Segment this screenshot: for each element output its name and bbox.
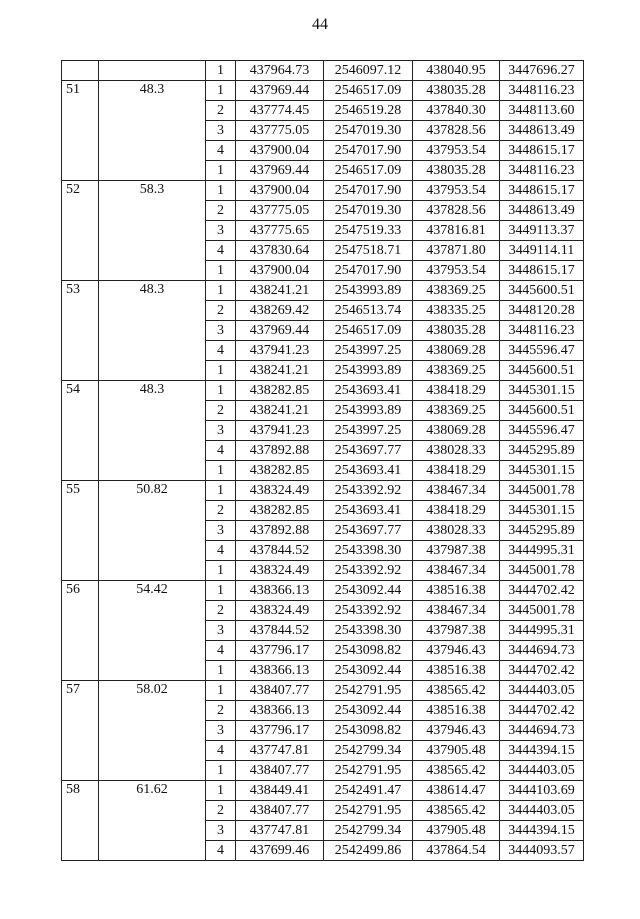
- point-index: 1: [206, 381, 236, 401]
- point-index: 1: [206, 481, 236, 501]
- coord-x1: 437892.88: [236, 521, 324, 541]
- coord-x1: 438324.49: [236, 481, 324, 501]
- coord-x2: 438418.29: [413, 381, 500, 401]
- coord-y2: 3445295.89: [500, 521, 584, 541]
- coord-x1: 437775.65: [236, 221, 324, 241]
- table-row: [62, 281, 584, 301]
- coord-x2: 438035.28: [413, 321, 500, 341]
- coord-y2: 3444702.42: [500, 701, 584, 721]
- coord-y1: 2542791.95: [324, 681, 413, 701]
- table-row: [62, 61, 584, 81]
- plot-area: 48.3: [99, 81, 206, 181]
- point-index: 4: [206, 841, 236, 861]
- point-index: 2: [206, 101, 236, 121]
- coord-x1: 438366.13: [236, 581, 324, 601]
- coord-x1: 437844.52: [236, 541, 324, 561]
- coord-x2: 437946.43: [413, 721, 500, 741]
- coordinates-table: [61, 60, 584, 861]
- coord-x1: 437774.45: [236, 101, 324, 121]
- coord-y2: 3445001.78: [500, 601, 584, 621]
- coord-x2: 437816.81: [413, 221, 500, 241]
- coord-x1: 437775.05: [236, 201, 324, 221]
- coord-x1: 438282.85: [236, 461, 324, 481]
- coord-y1: 2543697.77: [324, 521, 413, 541]
- coord-y2: 3444403.05: [500, 801, 584, 821]
- coord-x2: 438369.25: [413, 281, 500, 301]
- coord-y1: 2542791.95: [324, 761, 413, 781]
- page-number: 44: [312, 16, 328, 33]
- coord-y1: 2543092.44: [324, 701, 413, 721]
- coord-x1: 437699.46: [236, 841, 324, 861]
- point-index: 1: [206, 161, 236, 181]
- coord-y1: 2542491.47: [324, 781, 413, 801]
- coord-x2: 438035.28: [413, 81, 500, 101]
- table-row: [62, 181, 584, 201]
- plot-number: 52: [62, 181, 99, 281]
- plot-number: [62, 61, 99, 81]
- table-row: [62, 681, 584, 701]
- point-index: 1: [206, 781, 236, 801]
- coord-x2: 438614.47: [413, 781, 500, 801]
- coord-y2: 3444995.31: [500, 541, 584, 561]
- point-index: 3: [206, 121, 236, 141]
- coord-y2: 3449113.37: [500, 221, 584, 241]
- coord-y1: 2543098.82: [324, 641, 413, 661]
- coord-x2: 438028.33: [413, 521, 500, 541]
- coord-y2: 3448615.17: [500, 141, 584, 161]
- point-index: 4: [206, 541, 236, 561]
- point-index: 3: [206, 321, 236, 341]
- point-index: 1: [206, 81, 236, 101]
- coord-x1: 438324.49: [236, 561, 324, 581]
- point-index: 4: [206, 641, 236, 661]
- point-index: 3: [206, 421, 236, 441]
- point-index: 2: [206, 201, 236, 221]
- point-index: 2: [206, 301, 236, 321]
- coord-x1: 437969.44: [236, 321, 324, 341]
- coord-x2: 438069.28: [413, 421, 500, 441]
- point-index: 1: [206, 581, 236, 601]
- point-index: 2: [206, 701, 236, 721]
- coord-y2: 3448613.49: [500, 121, 584, 141]
- point-index: 1: [206, 281, 236, 301]
- coord-y1: 2542499.86: [324, 841, 413, 861]
- coord-x2: 438516.38: [413, 661, 500, 681]
- coord-x2: 437905.48: [413, 821, 500, 841]
- coord-y1: 2546097.12: [324, 61, 413, 81]
- point-index: 2: [206, 401, 236, 421]
- coord-y2: 3447696.27: [500, 61, 584, 81]
- coord-x2: 438369.25: [413, 401, 500, 421]
- coord-y2: 3448613.49: [500, 201, 584, 221]
- coord-x1: 438449.41: [236, 781, 324, 801]
- coord-y2: 3444694.73: [500, 641, 584, 661]
- coord-y1: 2546513.74: [324, 301, 413, 321]
- coord-x2: 437905.48: [413, 741, 500, 761]
- coord-x1: 437941.23: [236, 341, 324, 361]
- coord-y2: 3444093.57: [500, 841, 584, 861]
- coord-x1: 438407.77: [236, 801, 324, 821]
- coord-x1: 438269.42: [236, 301, 324, 321]
- plot-area: [99, 61, 206, 81]
- coord-y2: 3445001.78: [500, 481, 584, 501]
- coord-y2: 3445600.51: [500, 281, 584, 301]
- coord-y1: 2546517.09: [324, 161, 413, 181]
- coord-x2: 438467.34: [413, 481, 500, 501]
- coord-y1: 2543997.25: [324, 421, 413, 441]
- coord-y1: 2546519.28: [324, 101, 413, 121]
- coord-x1: 437964.73: [236, 61, 324, 81]
- coord-x2: 438035.28: [413, 161, 500, 181]
- coord-y1: 2543697.77: [324, 441, 413, 461]
- coord-x1: 437969.44: [236, 161, 324, 181]
- coord-x2: 438335.25: [413, 301, 500, 321]
- coord-y2: 3448116.23: [500, 81, 584, 101]
- coord-y2: 3444103.69: [500, 781, 584, 801]
- coord-x1: 437941.23: [236, 421, 324, 441]
- coord-y2: 3449114.11: [500, 241, 584, 261]
- coord-y1: 2543693.41: [324, 381, 413, 401]
- coord-y1: 2543693.41: [324, 501, 413, 521]
- coord-y1: 2546517.09: [324, 321, 413, 341]
- point-index: 3: [206, 821, 236, 841]
- point-index: 1: [206, 561, 236, 581]
- coord-x1: 438407.77: [236, 681, 324, 701]
- point-index: 1: [206, 681, 236, 701]
- coord-y1: 2543398.30: [324, 621, 413, 641]
- table-row: [62, 581, 584, 601]
- coord-y1: 2543092.44: [324, 581, 413, 601]
- coord-y1: 2543098.82: [324, 721, 413, 741]
- coord-x2: 438467.34: [413, 601, 500, 621]
- coord-y2: 3445596.47: [500, 341, 584, 361]
- plot-area: 58.02: [99, 681, 206, 781]
- coord-x2: 438467.34: [413, 561, 500, 581]
- coord-y2: 3444702.42: [500, 661, 584, 681]
- coord-x2: 438516.38: [413, 701, 500, 721]
- coord-y2: 3445301.15: [500, 461, 584, 481]
- coord-y2: 3448120.28: [500, 301, 584, 321]
- coord-y1: 2543997.25: [324, 341, 413, 361]
- point-index: 1: [206, 361, 236, 381]
- point-index: 1: [206, 261, 236, 281]
- coord-x2: 437987.38: [413, 621, 500, 641]
- table-row: [62, 781, 584, 801]
- coord-y1: 2547518.71: [324, 241, 413, 261]
- point-index: 3: [206, 521, 236, 541]
- coord-x2: 437987.38: [413, 541, 500, 561]
- coord-y2: 3444702.42: [500, 581, 584, 601]
- coord-x1: 437747.81: [236, 821, 324, 841]
- coord-y1: 2543993.89: [324, 361, 413, 381]
- coord-x1: 438324.49: [236, 601, 324, 621]
- coord-y2: 3444394.15: [500, 741, 584, 761]
- coord-x1: 437900.04: [236, 261, 324, 281]
- coord-y2: 3448615.17: [500, 181, 584, 201]
- point-index: 3: [206, 621, 236, 641]
- coord-y2: 3445600.51: [500, 361, 584, 381]
- coord-y1: 2547017.90: [324, 141, 413, 161]
- coord-x1: 438366.13: [236, 661, 324, 681]
- coord-x1: 437747.81: [236, 741, 324, 761]
- coord-y1: 2542799.34: [324, 741, 413, 761]
- coord-y1: 2543693.41: [324, 461, 413, 481]
- coord-y2: 3445596.47: [500, 421, 584, 441]
- coord-y2: 3444694.73: [500, 721, 584, 741]
- coord-y1: 2543392.92: [324, 561, 413, 581]
- coord-x1: 437796.17: [236, 721, 324, 741]
- coord-x1: 438282.85: [236, 381, 324, 401]
- coord-x2: 438565.42: [413, 801, 500, 821]
- coord-x1: 438241.21: [236, 281, 324, 301]
- plot-area: 48.3: [99, 381, 206, 481]
- coord-x2: 438516.38: [413, 581, 500, 601]
- coord-x2: 438028.33: [413, 441, 500, 461]
- coord-y2: 3445295.89: [500, 441, 584, 461]
- point-index: 4: [206, 241, 236, 261]
- plot-number: 51: [62, 81, 99, 181]
- coord-x1: 438282.85: [236, 501, 324, 521]
- table-row: [62, 481, 584, 501]
- plot-area: 48.3: [99, 281, 206, 381]
- coord-x1: 437844.52: [236, 621, 324, 641]
- coord-y2: 3445001.78: [500, 561, 584, 581]
- coord-x2: 437871.80: [413, 241, 500, 261]
- point-index: 1: [206, 181, 236, 201]
- coord-x2: 438418.29: [413, 461, 500, 481]
- point-index: 4: [206, 741, 236, 761]
- coord-x2: 437840.30: [413, 101, 500, 121]
- plot-number: 58: [62, 781, 99, 861]
- coord-y1: 2547519.33: [324, 221, 413, 241]
- point-index: 1: [206, 761, 236, 781]
- plot-area: 61.62: [99, 781, 206, 861]
- point-index: 2: [206, 801, 236, 821]
- plot-area: 54.42: [99, 581, 206, 681]
- point-index: 3: [206, 721, 236, 741]
- coord-x2: 438040.95: [413, 61, 500, 81]
- coord-x1: 437900.04: [236, 181, 324, 201]
- point-index: 1: [206, 661, 236, 681]
- coord-x1: 438241.21: [236, 361, 324, 381]
- coord-x2: 437828.56: [413, 121, 500, 141]
- plot-area: 50.82: [99, 481, 206, 581]
- point-index: 4: [206, 341, 236, 361]
- coord-x2: 438069.28: [413, 341, 500, 361]
- coord-y1: 2542799.34: [324, 821, 413, 841]
- coord-y1: 2547019.30: [324, 121, 413, 141]
- coord-y2: 3448116.23: [500, 161, 584, 181]
- coord-y1: 2547019.30: [324, 201, 413, 221]
- coord-y1: 2543392.92: [324, 601, 413, 621]
- point-index: 4: [206, 141, 236, 161]
- coord-x2: 437828.56: [413, 201, 500, 221]
- coord-y1: 2543993.89: [324, 281, 413, 301]
- coord-y1: 2543993.89: [324, 401, 413, 421]
- plot-number: 55: [62, 481, 99, 581]
- coord-y2: 3444394.15: [500, 821, 584, 841]
- coord-x2: 437953.54: [413, 181, 500, 201]
- coord-y2: 3448116.23: [500, 321, 584, 341]
- coord-x2: 437953.54: [413, 261, 500, 281]
- coord-x2: 438565.42: [413, 681, 500, 701]
- coord-y1: 2543392.92: [324, 481, 413, 501]
- plot-number: 54: [62, 381, 99, 481]
- point-index: 1: [206, 461, 236, 481]
- coord-x1: 438407.77: [236, 761, 324, 781]
- coord-y1: 2543092.44: [324, 661, 413, 681]
- coord-x1: 437969.44: [236, 81, 324, 101]
- coord-x1: 437900.04: [236, 141, 324, 161]
- coord-y1: 2547017.90: [324, 261, 413, 281]
- coord-y1: 2547017.90: [324, 181, 413, 201]
- coord-y1: 2542791.95: [324, 801, 413, 821]
- point-index: 2: [206, 601, 236, 621]
- plot-area: 58.3: [99, 181, 206, 281]
- coord-x1: 437830.64: [236, 241, 324, 261]
- table-row: [62, 381, 584, 401]
- plot-number: 56: [62, 581, 99, 681]
- coord-y2: 3448615.17: [500, 261, 584, 281]
- coord-x2: 437946.43: [413, 641, 500, 661]
- coord-y2: 3444403.05: [500, 761, 584, 781]
- coord-x2: 438418.29: [413, 501, 500, 521]
- coord-x1: 437796.17: [236, 641, 324, 661]
- coord-y2: 3444995.31: [500, 621, 584, 641]
- coord-x1: 437892.88: [236, 441, 324, 461]
- coord-x1: 438241.21: [236, 401, 324, 421]
- coord-y2: 3445301.15: [500, 501, 584, 521]
- coord-x2: 437953.54: [413, 141, 500, 161]
- coord-x1: 438366.13: [236, 701, 324, 721]
- point-index: 2: [206, 501, 236, 521]
- point-index: 4: [206, 441, 236, 461]
- table-row: [62, 81, 584, 101]
- coord-x2: 438565.42: [413, 761, 500, 781]
- coord-y1: 2543398.30: [324, 541, 413, 561]
- coord-y2: 3448113.60: [500, 101, 584, 121]
- plot-number: 57: [62, 681, 99, 781]
- coord-y2: 3445301.15: [500, 381, 584, 401]
- coord-x2: 437864.54: [413, 841, 500, 861]
- coord-y1: 2546517.09: [324, 81, 413, 101]
- coord-x1: 437775.05: [236, 121, 324, 141]
- plot-number: 53: [62, 281, 99, 381]
- point-index: 1: [206, 61, 236, 81]
- point-index: 3: [206, 221, 236, 241]
- coord-y2: 3444403.05: [500, 681, 584, 701]
- coord-x2: 438369.25: [413, 361, 500, 381]
- coord-y2: 3445600.51: [500, 401, 584, 421]
